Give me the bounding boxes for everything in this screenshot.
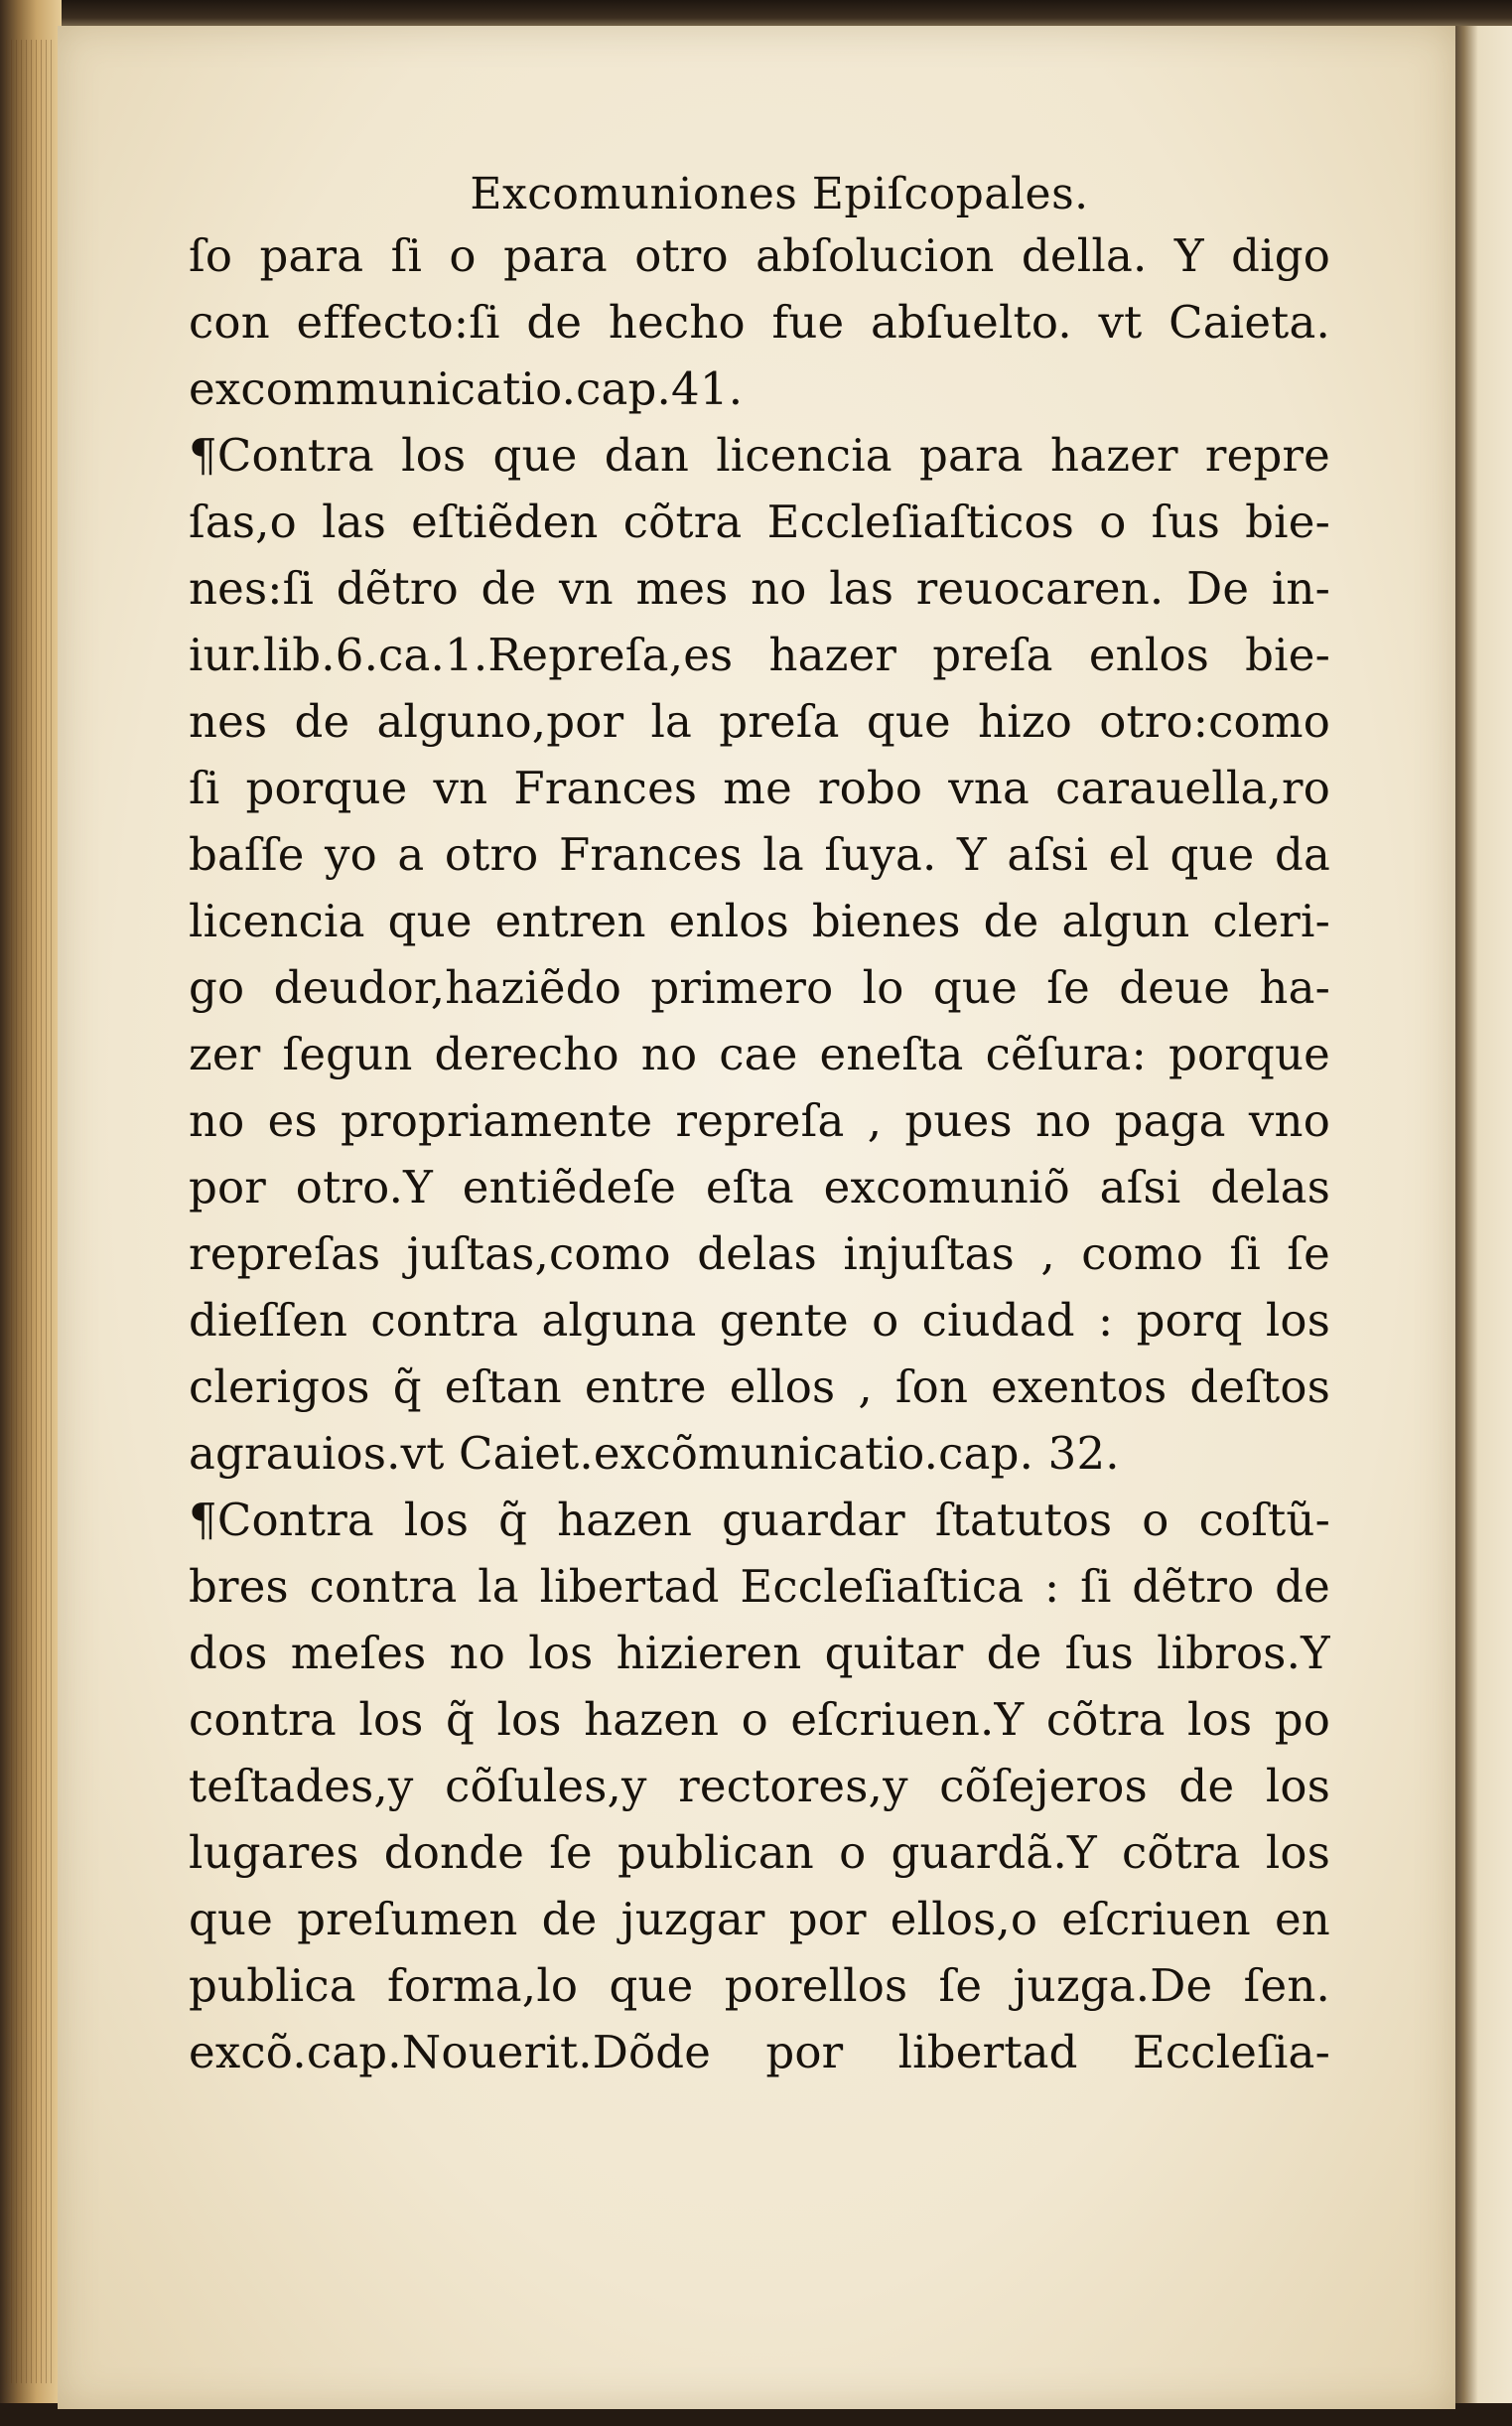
text-line: nes de alguno,por la preſa que hizo otro:como: [189, 695, 1330, 748]
text-line: licencia que entren enlos bienes de algun cleri-: [189, 895, 1330, 947]
text-line: agrauios.vt Caiet.excõmunicatio.cap. 32.: [189, 1427, 1120, 1480]
text-line: go deudor,haziẽdo primero lo que ſe deue ha-: [189, 961, 1330, 1014]
text-line: dieſſen contra alguna gente o ciudad : porq los: [189, 1294, 1330, 1347]
text-line: repreſas juſtas,como delas injuſtas , como ſi ſe: [189, 1227, 1330, 1280]
text-line: bres contra la libertad Eccleſiaſtica : ſi dẽtro de: [189, 1560, 1330, 1613]
running-head: Excomuniones Epiſcopales.: [470, 169, 1089, 219]
page-text-block: [189, 169, 1330, 2085]
text-line: publica forma,lo que porellos ſe juzga.De ſen.: [189, 1959, 1330, 2012]
text-line: dos meſes no los hizieren quitar de ſus libros.Y: [189, 1627, 1330, 1679]
text-line: por otro.Y entiẽdeſe eſta excomuniõ aſsi delas: [189, 1161, 1330, 1213]
text-line: excommunicatio.cap.41.: [189, 362, 744, 415]
text-line: ſi porque vn Frances me robo vna carauella,ro: [189, 762, 1330, 814]
text-line: zer ſegun derecho no cae eneſta cẽſura: porque: [189, 1028, 1330, 1080]
text-line: teſtades,y cõſules,y rectores,y cõſejeros de los: [189, 1760, 1330, 1812]
text-line: ſas,o las eſtiẽden cõtra Eccleſiaſticos o ſus bie-: [189, 496, 1330, 548]
text-line: iur.lib.6.ca.1.Repreſa,es hazer preſa enlos bie-: [189, 629, 1330, 681]
paragraph-start-line: ¶Contra los q̃ hazen guardar ſtatutos o coſtũ-: [189, 1494, 1330, 1546]
text-line: lugares donde ſe publican o guardã.Y cõtra los: [189, 1826, 1330, 1879]
binding-page-edges: [6, 40, 56, 2383]
text-line: no es propriamente repreſa , pues no paga vno: [189, 1094, 1330, 1147]
facing-page-edge: [1455, 26, 1512, 2409]
text-line: nes:ſi dẽtro de vn mes no las reuocaren. De in-: [189, 562, 1330, 615]
text-line: ſo para ſi o para otro abſolucion della. Y digo: [189, 229, 1330, 282]
text-line: baſſe yo a otro Frances la ſuya. Y aſsi el que da: [189, 828, 1330, 881]
book-binding: [0, 0, 62, 2426]
text-line: que preſumen de juzgar por ellos,o eſcriuen en: [189, 1893, 1330, 1945]
paragraph-start-line: ¶Contra los que dan licencia para hazer repre: [189, 429, 1330, 482]
text-line: clerigos q̃ eſtan entre ellos , ſon exentos deſtos: [189, 1360, 1330, 1413]
text-line: contra los q̃ los hazen o eſcriuen.Y cõtra los po: [189, 1693, 1330, 1746]
text-line: excõ.cap.Nouerit.Dõde por libertad Eccleſia-: [189, 2026, 1330, 2078]
text-line: con effecto:ſi de hecho fue abſuelto. vt Caieta.: [189, 296, 1330, 349]
